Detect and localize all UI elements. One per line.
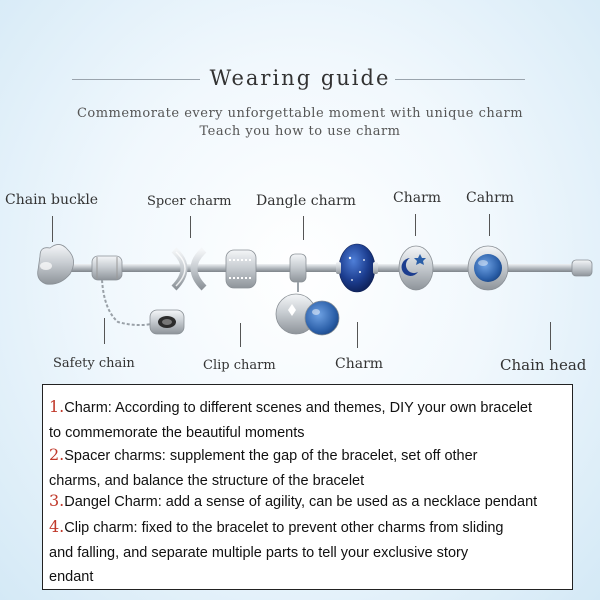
tick-safety-chain	[104, 318, 105, 344]
subtitle-line-1: Commemorate every unforgettable moment with unique charm	[76, 106, 524, 121]
label-charm-bottom: Charm	[335, 356, 384, 372]
round-blue-charm	[468, 246, 508, 290]
info-item-1	[49, 395, 569, 445]
label-chain-buckle: Chain buckle	[5, 192, 99, 208]
info-number-4: 4.	[49, 517, 65, 536]
label-cahrm: Cahrm	[466, 190, 515, 206]
page-title: Wearing guide	[209, 66, 391, 90]
label-charm-top: Charm	[393, 190, 442, 206]
info-text-2b: charms, and balance the structure of the bracelet	[49, 472, 365, 489]
label-chain-head: Chain head	[500, 356, 587, 374]
info-item-3	[49, 489, 569, 515]
safety-chain-stopper	[92, 256, 122, 280]
info-number-3: 3.	[49, 491, 65, 510]
info-item-4	[49, 515, 569, 590]
label-clip-charm: Clip charm	[203, 358, 276, 373]
subtitle-line-2: Teach you how to use charm	[199, 124, 401, 139]
chain-head	[572, 260, 592, 276]
tick-clip-charm	[240, 323, 241, 347]
tick-charm-bottom	[357, 322, 358, 348]
star-moon-charm	[399, 246, 433, 290]
safety-chain	[102, 280, 184, 334]
info-text-1b: to commemorate the beautiful moments	[49, 424, 305, 441]
blue-glass-charm	[336, 244, 378, 292]
info-text-4c: endant	[49, 569, 94, 585]
info-text-1a: Charm: According to different scenes and themes, DIY your own bracelet	[64, 400, 533, 416]
chain-buckle-charm	[38, 244, 74, 284]
tick-chain-head	[550, 322, 551, 350]
info-item-2	[49, 443, 569, 493]
info-text-2a: Spacer charms: supplement the gap of the bracelet, set off other	[64, 448, 478, 464]
label-spcer-charm: Spcer charm	[147, 194, 232, 209]
info-box	[42, 384, 573, 590]
info-number-2: 2.	[49, 445, 65, 464]
clip-charm	[226, 250, 256, 288]
title-row	[0, 64, 600, 94]
info-text-4b: and falling, and separate multiple parts to tell your exclusive story	[49, 544, 469, 561]
info-text-4a: Clip charm: fixed to the bracelet to prevent other charms from sliding	[64, 520, 504, 536]
bracelet-illustration	[0, 210, 600, 350]
label-safety-chain: Safety chain	[53, 356, 135, 371]
label-dangle-charm: Dangle charm	[256, 193, 356, 209]
info-number-1: 1.	[49, 397, 65, 416]
info-text-3a: Dangel Charm: add a sense of agility, can be used as a necklace pendant	[64, 494, 538, 510]
